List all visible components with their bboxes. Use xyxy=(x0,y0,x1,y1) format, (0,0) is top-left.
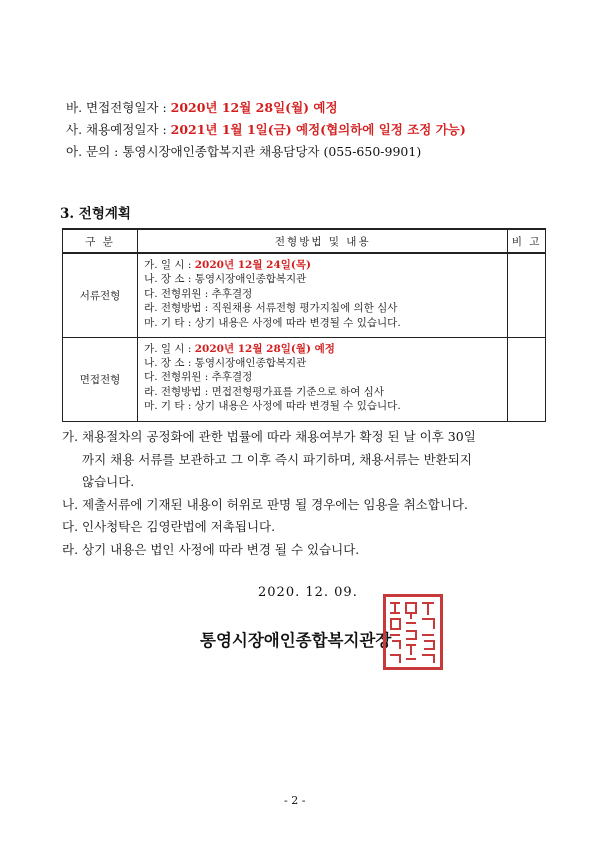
line-label: 다. 전형위원 : xyxy=(144,287,212,300)
line-value: 2020년 12월 24일(목) xyxy=(194,259,311,271)
line-label: 나. 장 소 : xyxy=(144,356,195,369)
item-hire-date xyxy=(66,120,466,138)
table-row xyxy=(63,253,546,337)
line-value: 면접전형평가표를 기준으로 하여 심사 xyxy=(211,385,384,398)
item-contact xyxy=(66,142,421,160)
table-row xyxy=(63,337,546,421)
row-line xyxy=(144,342,501,356)
note-item: 다. 인사청탁은 김영란법에 저촉됩니다. xyxy=(62,519,276,534)
header-category: 구 분 xyxy=(63,229,138,253)
row-line xyxy=(144,385,501,399)
header-note: 비 고 xyxy=(508,229,546,253)
row-line xyxy=(144,316,501,330)
row-line xyxy=(144,258,501,272)
line-value: 통영시장애인종합복지관 xyxy=(194,273,307,286)
note-item-continued: 까지 채용 서류를 보관하고 그 이후 즉시 파기하며, 채용서류는 반환되지 xyxy=(82,451,472,467)
line-label: 나. 장 소 : xyxy=(144,273,195,286)
header-content: 전형방법 및 내용 xyxy=(138,229,508,253)
issue-date: 2020. 12. 09. xyxy=(258,585,358,600)
item-label: 사. 채용예정일자 : xyxy=(66,122,171,137)
note-item-continued: 않습니다. xyxy=(82,474,135,489)
line-label: 마. 기 타 : xyxy=(144,400,195,413)
row-line xyxy=(144,287,501,301)
item-label: 아. 문의 : 통영시장애인종합복지관 채용담당자 (055-650-9901) xyxy=(66,144,422,159)
official-seal xyxy=(383,594,443,670)
line-label: 라. 전형방법 : xyxy=(144,302,212,315)
line-value: 추후결정 xyxy=(211,287,253,300)
item-label: 바. 면접전형일자 : xyxy=(66,100,171,115)
row-line xyxy=(144,370,501,384)
line-value: 2020년 12월 28일(월) 예정 xyxy=(194,342,335,355)
note-item: 가. 채용절차의 공정화에 관한 법률에 따라 채용여부가 확정 된 날 이후 30일 xyxy=(62,429,476,444)
note-item: 나. 제출서류에 기재된 내용이 허위로 판명 될 경우에는 임용을 취소합니다. xyxy=(62,496,468,512)
line-label: 다. 전형위원 : xyxy=(144,371,212,384)
line-label: 가. 일 시 : xyxy=(144,259,195,271)
section-title: 3. 전형계획 xyxy=(60,206,131,222)
row-content xyxy=(138,337,508,421)
row-content xyxy=(138,253,508,337)
row-note xyxy=(508,253,546,337)
line-value: 상기 내용은 사정에 따라 변경될 수 있습니다. xyxy=(194,316,401,329)
schedule-table xyxy=(62,228,546,422)
line-value: 직원채용 서류전형 평가지침에 의한 심사 xyxy=(211,302,398,315)
line-value: 추후결정 xyxy=(211,371,253,384)
row-line xyxy=(144,301,501,315)
row-note xyxy=(508,337,546,421)
item-interview-date xyxy=(66,98,338,116)
line-label: 마. 기 타 : xyxy=(144,316,195,329)
note-item: 라. 상기 내용은 법인 사정에 따라 변경 될 수 있습니다. xyxy=(62,541,360,557)
line-label: 가. 일 시 : xyxy=(144,342,195,355)
line-label: 라. 전형방법 : xyxy=(144,385,212,398)
row-line xyxy=(144,399,501,413)
item-highlight: 2020년 12월 28일(월) 예정 xyxy=(170,100,338,115)
notes-list xyxy=(62,426,542,561)
line-value: 통영시장애인종합복지관 xyxy=(194,356,307,369)
item-highlight: 2021년 1월 1일(금) 예정(협의하에 일정 조정 가능) xyxy=(170,122,466,137)
row-category: 면접전형 xyxy=(63,337,138,421)
seal-glyphs xyxy=(386,597,440,667)
organization-name: 통영시장애인종합복지관장 xyxy=(200,631,392,650)
row-category: 서류전형 xyxy=(63,253,138,337)
line-value: 상기 내용은 사정에 따라 변경될 수 있습니다. xyxy=(194,400,401,413)
page-number: - 2 - xyxy=(284,794,306,807)
row-line xyxy=(144,272,501,286)
row-line xyxy=(144,356,501,370)
table-header-row xyxy=(63,229,546,253)
